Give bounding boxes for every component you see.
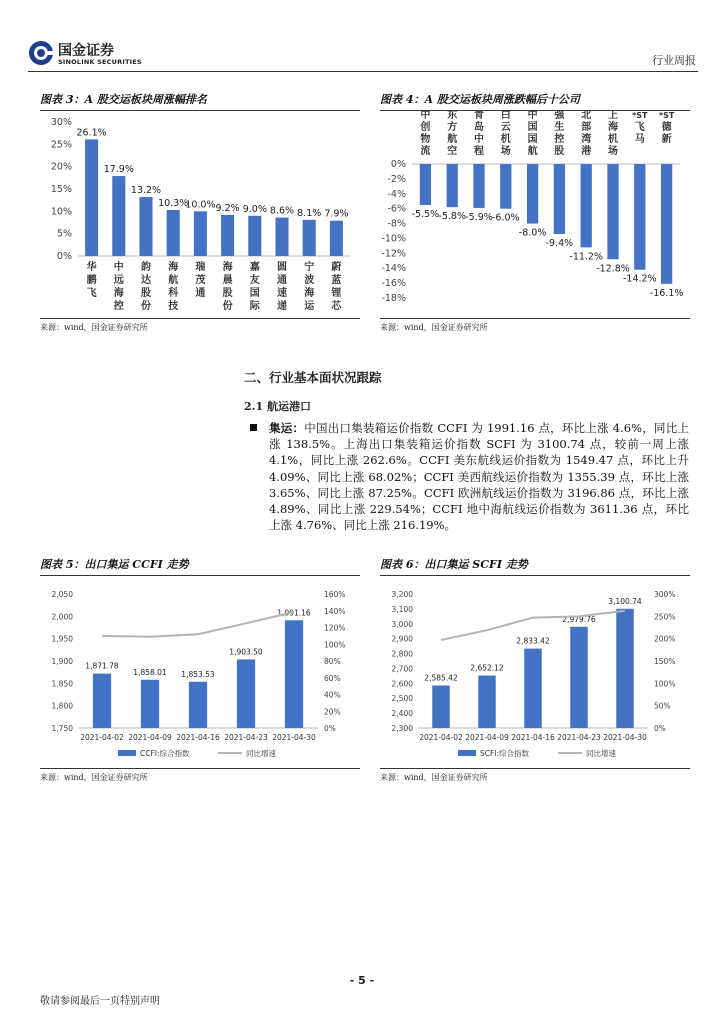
fig4-bar	[527, 164, 538, 224]
fig3-value-label: 8.1%	[297, 207, 322, 219]
fig4-value-label: -12.8%	[596, 263, 630, 275]
fig4-chart	[380, 110, 690, 318]
fig5-value-label: 1,853.53	[181, 669, 215, 679]
fig4-category-label: 马	[634, 134, 645, 145]
fig4-value-label: -5.5%	[411, 208, 440, 220]
fig4-category-label: *ST	[632, 111, 648, 120]
fig4-category-label: 场	[608, 146, 618, 157]
fig4-ytick-label: -16%	[381, 278, 406, 290]
fig5-y2tick-label: 160%	[324, 590, 346, 599]
fig4-value-label: -5.9%	[465, 211, 493, 223]
fig4-bar	[607, 164, 618, 259]
fig4-category-label: 飞	[634, 122, 645, 133]
fig4-title: 图表 4：A 股交运板块周涨跌幅后十公司	[380, 91, 690, 111]
fig5-y2tick-label: 140%	[324, 606, 346, 616]
fig3-ytick-label: 25%	[50, 139, 72, 151]
fig3-bar	[85, 139, 98, 256]
fig5-value-label: 1,903.50	[229, 647, 263, 657]
fig5-source: 来源：wind，国金证券研究所	[40, 773, 148, 782]
fig4-category-label: 德	[661, 122, 672, 133]
fig4-category-label: *ST	[658, 111, 675, 120]
fig4-category-label: 云	[500, 122, 511, 133]
fig6-value-label: 2,833.42	[516, 636, 550, 646]
fig3-source: 来源：wind，国金证券研究所	[40, 323, 148, 332]
fig3-category-label: 通	[277, 275, 287, 286]
fig3-category-label: 份	[222, 301, 233, 312]
fig5-legend-line-label: 同比增速	[246, 749, 276, 758]
fig4-ytick-label: -14%	[381, 263, 406, 275]
fig3-bar	[275, 218, 288, 256]
fig5-y2tick-label: 80%	[324, 657, 341, 666]
fig3-category-label: 通	[195, 288, 206, 299]
fig3-category-label: 国	[249, 288, 260, 299]
fig3-bottom-rule	[40, 318, 360, 319]
fig3-value-label: 10.0%	[185, 199, 216, 211]
fig6-chart	[380, 580, 690, 768]
fig4-category-label: 机	[608, 134, 618, 145]
footer-disclaimer: 敬请参阅最后一页特别声明	[40, 996, 160, 1007]
fig6-legend-line-label: 同比增速	[586, 749, 616, 758]
fig5-xtick-label: 2021-04-02	[80, 733, 124, 742]
fig5-bar	[93, 674, 111, 728]
fig5-yoy-line	[102, 612, 294, 637]
fig4-category-label: 国	[527, 122, 538, 133]
fig3-category-label: 友	[249, 275, 260, 286]
fig4-category-label: 中	[527, 110, 538, 121]
fig5-xtick-label: 2021-04-09	[128, 733, 172, 742]
fig3-category-label: 海	[304, 288, 315, 299]
fig6-legend-bar-swatch	[458, 750, 476, 756]
fig6-ytick-label: 3,000	[391, 619, 413, 629]
fig4-ytick-label: -2%	[387, 173, 406, 185]
fig5-bar	[141, 680, 159, 728]
fig5-y2tick-label: 40%	[324, 690, 341, 700]
fig6-bar	[432, 686, 449, 728]
fig3-ytick-label: 30%	[50, 117, 72, 128]
fig3-category-label: 控	[113, 301, 124, 312]
fig3-ytick-label: 20%	[50, 161, 72, 173]
fig4-category-label: 场	[500, 146, 511, 157]
fig3-category-label: 速	[277, 288, 287, 299]
fig4-category-label: 北	[581, 110, 592, 121]
fig6-y2tick-label: 200%	[654, 634, 676, 644]
fig4-bar	[661, 164, 672, 284]
fig4-category-label: 程	[474, 146, 484, 157]
fig4-bar	[581, 164, 592, 247]
fig6-ytick-label: 2,600	[391, 679, 413, 689]
fig3-category-label: 晨	[222, 275, 233, 286]
fig3-bar	[330, 221, 343, 256]
fig3-value-label: 8.6%	[269, 205, 295, 217]
fig4-ytick-label: -10%	[381, 233, 406, 245]
fig5-ytick-label: 1,750	[51, 724, 73, 733]
report-type: 行业周报	[652, 54, 696, 67]
fig4-source: 来源：wind，国金证券研究所	[380, 323, 488, 332]
fig4-category-label: 国	[527, 134, 538, 145]
fig5-y2tick-label: 120%	[324, 623, 346, 633]
fig6-ytick-label: 2,800	[391, 649, 413, 659]
fig3-bar	[248, 216, 261, 256]
fig5-ytick-label: 1,800	[51, 701, 73, 711]
fig4-category-label: 创	[420, 122, 431, 133]
fig3-bar	[139, 197, 152, 256]
fig5-ytick-label: 1,950	[51, 634, 73, 644]
fig3-category-label: 波	[304, 275, 315, 286]
fig6-value-label: 2,979.76	[562, 614, 596, 624]
sinolink-logo-icon	[28, 40, 54, 66]
fig6-xtick-label: 2021-04-30	[603, 733, 647, 742]
fig4-category-label: 控	[554, 134, 565, 145]
fig4-category-label: 湾	[581, 134, 592, 145]
fig6-ytick-label: 3,200	[391, 590, 413, 599]
fig5-xtick-label: 2021-04-30	[272, 733, 316, 742]
fig4-ytick-label: -4%	[387, 188, 406, 200]
fig5-y2tick-label: 20%	[324, 707, 341, 717]
fig4-category-label: 港	[581, 146, 592, 157]
fig3-bar	[303, 220, 316, 256]
fig5-bar	[285, 620, 303, 728]
fig4-value-label: -14.2%	[622, 273, 657, 285]
fig4-category-label: 强	[554, 110, 565, 121]
fig4-category-label: 中	[420, 110, 431, 121]
fig6-source: 来源：wind，国金证券研究所	[380, 773, 488, 782]
fig6-y2tick-label: 250%	[654, 612, 676, 622]
fig4-value-label: -9.4%	[545, 237, 574, 249]
fig6-ytick-label: 2,400	[391, 709, 413, 719]
fig6-xtick-label: 2021-04-02	[419, 733, 463, 742]
fig3-category-label: 股	[141, 288, 151, 299]
fig5-value-label: 1,871.78	[85, 661, 119, 671]
fig4-category-label: 机	[500, 134, 511, 145]
fig3-category-label: 远	[113, 275, 124, 286]
fig4-bar	[500, 164, 511, 209]
fig3-ytick-label: 15%	[50, 184, 72, 195]
fig4-category-label: 青	[474, 110, 484, 121]
fig3-category-label: 递	[277, 301, 287, 312]
fig3-ytick-label: 10%	[50, 206, 72, 218]
fig6-value-label: 2,652.12	[470, 663, 504, 673]
fig6-ytick-label: 2,900	[391, 634, 413, 644]
fig4-category-label: 航	[447, 134, 458, 145]
shipping-paragraph	[269, 420, 689, 533]
fig3-category-label: 嘉	[249, 262, 260, 273]
fig4-category-label: 中	[474, 134, 484, 145]
fig4-ytick-label: -18%	[381, 293, 406, 304]
fig6-y2tick-label: 100%	[654, 679, 676, 689]
fig4-ytick-label: -8%	[387, 218, 406, 230]
fig3-category-label: 科	[168, 288, 179, 299]
fig6-value-label: 3,100.74	[608, 596, 642, 606]
fig3-value-label: 9.0%	[242, 203, 267, 215]
fig3-category-label: 海	[168, 262, 179, 273]
fig4-category-label: 空	[447, 146, 458, 157]
fig5-bottom-rule	[40, 768, 360, 769]
fig4-category-label: 海	[608, 122, 618, 133]
fig6-title: 图表 6：出口集运 SCFI 走势	[380, 556, 690, 576]
fig5-chart	[40, 580, 360, 768]
fig6-bar	[570, 627, 587, 728]
fig4-value-label: -8.0%	[518, 227, 547, 239]
fig3-category-label: 宁	[304, 262, 315, 273]
fig6-y2tick-label: 300%	[654, 590, 676, 599]
fig5-bar	[237, 659, 255, 728]
fig5-y2tick-label: 100%	[324, 640, 346, 650]
fig6-ytick-label: 3,100	[391, 604, 413, 614]
fig4-bar	[447, 164, 458, 207]
fig5-y2tick-label: 0%	[324, 724, 336, 733]
fig3-category-label: 飞	[86, 288, 97, 299]
section-title: 二、行业基本面状况跟踪	[244, 370, 382, 385]
fig3-value-label: 10.3%	[158, 197, 189, 209]
fig3-category-label: 瑞	[195, 262, 206, 273]
fig3-category-label: 中	[113, 262, 124, 273]
fig3-value-label: 7.9%	[324, 208, 349, 220]
page-number: - 5 -	[349, 974, 375, 987]
fig3-category-label: 技	[168, 301, 179, 312]
fig3-ytick-label: 5%	[56, 228, 72, 240]
fig4-category-label: 上	[608, 110, 618, 121]
fig3-category-label: 蓝	[331, 275, 342, 286]
bullet-lead: 集运：	[269, 421, 305, 435]
fig3-title: 图表 3：A 股交运板块周涨幅排名	[40, 91, 360, 111]
fig3-category-label: 茂	[195, 275, 206, 286]
bullet-text: 中国出口集装箱运价指数 CCFI 为 1991.16 点，环比上涨 4.6%，同比上涨 138.5%。上海出口集装箱运价指数 SCFI 为 3100.74 点，较前一周上涨 4.1%，同比上涨 262.6%。CCFI 美东航线运价指数为 1549.47 点，环比上升 4.09%、同比上涨 68.02%；CCFI 美西航线运价指数为 1355.39 点，环比上涨 3.65%、同比上涨 87.25%。CCFI 欧洲航线运价指数为 3196.86 点，环比上涨 4.89%、同比上涨 229.54%；CCFI 地中海航线运价指数为 3611.36 点，环比上涨 4.76%、同比上涨 216.19%。	[269, 421, 689, 533]
fig3-bar	[221, 215, 234, 256]
subsection-title: 2.1 航运港口	[244, 400, 311, 413]
fig4-value-label: -11.2%	[569, 251, 604, 263]
fig5-ytick-label: 2,000	[51, 612, 73, 622]
fig6-ytick-label: 2,500	[391, 694, 413, 704]
fig5-value-label: 1,858.01	[133, 667, 167, 677]
fig3-category-label: 海	[113, 288, 124, 299]
fig6-xtick-label: 2021-04-09	[465, 733, 509, 742]
fig5-y2tick-label: 60%	[324, 673, 341, 683]
fig4-value-label: -6.0%	[492, 212, 520, 224]
fig6-bottom-rule	[380, 768, 690, 769]
fig3-category-label: 股	[222, 288, 233, 299]
fig3-value-label: 17.9%	[103, 164, 134, 176]
fig3-category-label: 份	[141, 301, 151, 312]
fig3-category-label: 海	[222, 262, 233, 273]
fig4-bottom-rule	[380, 318, 690, 319]
logo-chinese-name: 国金证券	[58, 43, 114, 59]
fig4-category-label: 部	[581, 122, 592, 133]
fig5-ytick-label: 2,050	[51, 590, 73, 599]
fig6-bar	[524, 649, 541, 728]
fig3-ytick-label: 0%	[56, 251, 72, 262]
fig5-value-label: 1,991.16	[277, 608, 311, 618]
fig3-category-label: 运	[304, 301, 315, 312]
fig3-category-label: 蔚	[331, 262, 342, 273]
fig5-legend-bar-label: CCFI:综合指数	[140, 749, 190, 758]
bullet-marker	[250, 424, 257, 431]
fig4-value-label: -16.1%	[649, 287, 684, 299]
fig3-value-label: 13.2%	[130, 185, 162, 197]
fig6-ytick-label: 2,700	[391, 664, 413, 674]
page-header	[28, 38, 698, 72]
fig5-title: 图表 5：出口集运 CCFI 走势	[40, 556, 360, 576]
fig4-category-label: 白	[500, 110, 511, 121]
fig6-bar	[478, 676, 495, 728]
fig6-legend-bar-label: SCFI:综合指数	[480, 749, 530, 758]
fig5-legend-bar-swatch	[118, 750, 136, 756]
fig3-bar	[167, 210, 180, 256]
fig4-ytick-label: 0%	[390, 159, 406, 170]
fig5-xtick-label: 2021-04-16	[176, 733, 220, 742]
fig3-chart	[40, 110, 360, 318]
fig6-value-label: 2,585.42	[424, 673, 458, 683]
fig3-category-label: 达	[141, 275, 151, 286]
fig4-value-label: -5.8%	[438, 211, 466, 223]
fig4-category-label: 股	[554, 146, 565, 157]
fig3-category-label: 航	[168, 275, 179, 286]
fig4-category-label: 生	[554, 122, 565, 133]
logo-english-name: SINOLINK SECURITIES	[58, 58, 142, 66]
fig4-category-label: 东	[447, 110, 458, 121]
fig4-bar	[473, 164, 484, 208]
fig3-category-label: 锂	[331, 288, 342, 299]
fig6-bar	[616, 609, 633, 728]
fig4-bar	[634, 164, 645, 270]
fig5-bar	[189, 682, 207, 728]
fig4-ytick-label: -6%	[387, 203, 406, 215]
fig3-bar	[194, 211, 207, 256]
fig4-category-label: 新	[661, 134, 672, 145]
fig6-y2tick-label: 150%	[654, 657, 676, 666]
fig6-ytick-label: 2,300	[391, 724, 413, 733]
fig3-value-label: 26.1%	[76, 127, 107, 139]
fig3-value-label: 9.2%	[215, 202, 240, 214]
fig3-category-label: 韵	[141, 262, 151, 273]
fig3-category-label: 芯	[331, 301, 342, 312]
fig5-ytick-label: 1,850	[51, 679, 73, 689]
fig6-xtick-label: 2021-04-16	[511, 733, 555, 742]
fig6-xtick-label: 2021-04-23	[557, 733, 601, 742]
fig4-category-label: 方	[447, 122, 458, 133]
fig4-category-label: 岛	[474, 122, 484, 133]
fig3-category-label: 华	[86, 262, 97, 273]
fig3-category-label: 圆	[277, 262, 287, 273]
fig5-ytick-label: 1,900	[51, 657, 73, 666]
fig6-y2tick-label: 50%	[654, 701, 671, 711]
fig5-xtick-label: 2021-04-23	[224, 733, 268, 742]
fig4-category-label: 航	[527, 146, 538, 157]
fig3-category-label: 际	[249, 301, 260, 312]
fig3-bar	[112, 176, 125, 256]
fig6-y2tick-label: 0%	[654, 724, 666, 733]
fig4-bar	[554, 164, 565, 234]
fig3-category-label: 鹏	[86, 275, 97, 286]
fig4-category-label: 流	[420, 146, 431, 157]
fig4-bar	[420, 164, 431, 205]
fig4-category-label: 物	[420, 134, 431, 145]
fig4-ytick-label: -12%	[381, 248, 406, 260]
